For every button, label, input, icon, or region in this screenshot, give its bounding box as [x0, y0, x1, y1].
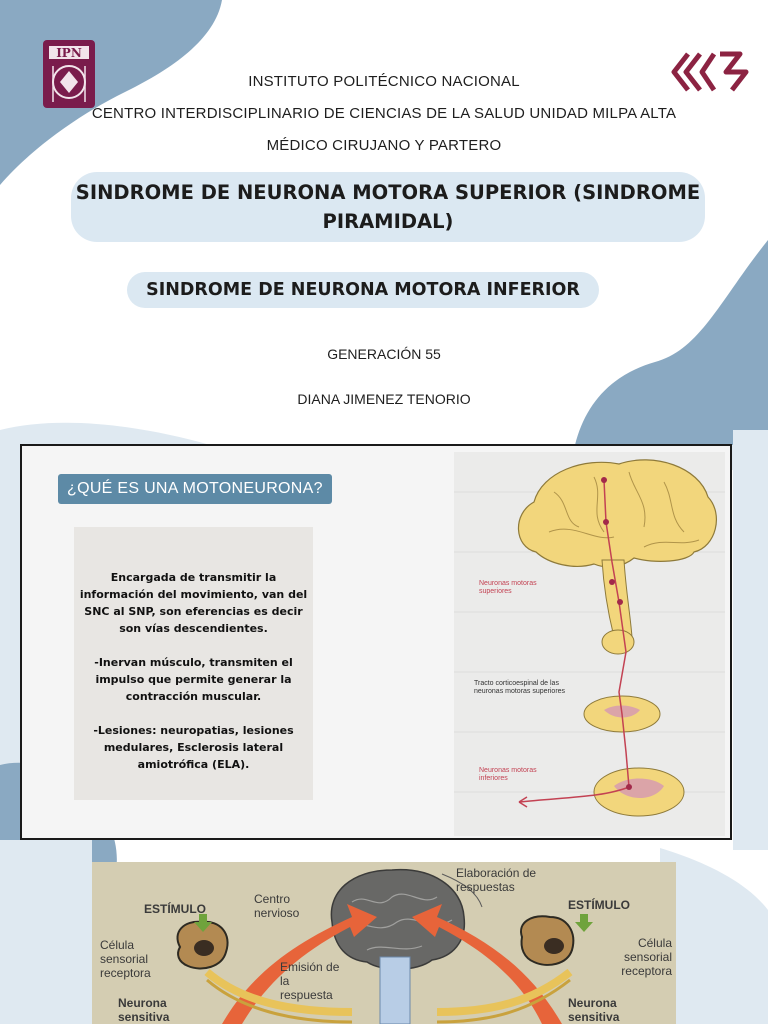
title-lower-text: SINDROME DE NEURONA MOTORA INFERIOR [146, 280, 580, 300]
spinal-section-lower [594, 768, 684, 816]
career-name: MÉDICO CIRUJANO Y PARTERO [266, 137, 502, 154]
right-receptor-cell [521, 916, 573, 965]
label-lower-motor-neurons: Neuronas motoras inferiores [479, 767, 537, 782]
center-name: CENTRO INTERDISCIPLINARIO DE CIENCIAS DE LA SALUD UNIDAD MILPA ALTA [91, 105, 677, 122]
label-corticospinal-tract: Tracto corticoespinal de las neuronas motoras superiores [474, 680, 566, 695]
definition-textbox [74, 527, 313, 800]
right-pale-strip [733, 430, 768, 850]
label-centro-nervioso: Centro nervioso [254, 892, 300, 920]
definition-paragraph-2: -Inervan músculo, transmiten el impulso que permite generar la contracción muscular. [94, 656, 293, 703]
question-tag: ¿QUÉ ES UNA MOTONEURONA? [58, 474, 332, 504]
right-middle-blob [575, 240, 768, 445]
label-neurona-left: Neurona sensitiva [118, 996, 170, 1024]
title-upper-motor-neuron [71, 172, 705, 242]
author-name: DIANA JIMENEZ TENORIO [297, 391, 471, 407]
label-elaboracion: Elaboración de respuestas [456, 866, 537, 894]
definition-paragraph-1: Encargada de transmitir la información del movimiento, van del SNC al SNP, son eferencias es decir son vías descendientes. [79, 571, 308, 635]
label-emision: Emisión de la respuesta [280, 960, 340, 1002]
definition-paragraph-3: -Lesiones: neuropatias, lesiones medulares, Esclerosis lateral amiotrófica (ELA). [93, 724, 294, 771]
label-estimulo-right: ESTÍMULO [568, 898, 630, 912]
label-neurona-right: Neurona sensitiva [568, 996, 620, 1024]
label-celula-left: Célula sensorial receptora [100, 938, 151, 980]
ipn-logo-text: IPN [56, 46, 82, 60]
label-upper-motor-neurons: Neuronas motoras superiores [479, 580, 537, 595]
reflex-arc-figure [92, 862, 676, 1024]
cics-logo [670, 46, 750, 98]
title-upper-text: SINDROME DE NEURONA MOTORA SUPERIOR (SINDROME PIRAMIDAL) [75, 181, 701, 233]
title-lower-motor-neuron [127, 272, 599, 308]
motor-neuron-figure [454, 452, 725, 836]
label-estimulo-left: ESTÍMULO [144, 902, 206, 916]
bottom-right-pale-blob [660, 848, 768, 1024]
institution-name: INSTITUTO POLITÉCNICO NACIONAL [248, 73, 520, 90]
label-celula-right: Célula sensorial receptora [621, 936, 672, 978]
generation: GENERACIÓN 55 [327, 346, 441, 362]
spinal-cord [380, 957, 410, 1024]
top-left-blob [0, 0, 222, 185]
bottom-left-pale-blob [0, 840, 92, 1024]
